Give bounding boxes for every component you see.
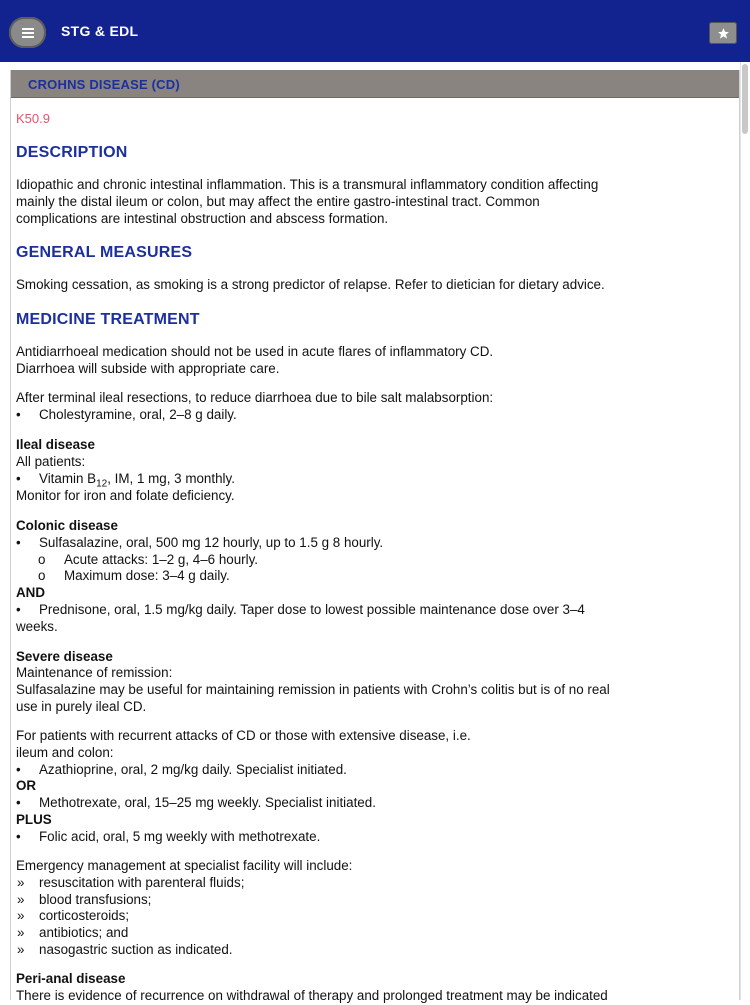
bullet: • bbox=[16, 829, 21, 844]
emergency-item: corticosteroids; bbox=[39, 908, 130, 923]
arrow-bullet: » bbox=[17, 892, 25, 907]
emergency-item: antibiotics; and bbox=[39, 925, 129, 940]
arrow-bullet: » bbox=[17, 908, 25, 923]
recurrent-line: ileum and colon: bbox=[16, 745, 114, 760]
arrow-bullet: » bbox=[17, 942, 25, 957]
app-bar bbox=[0, 0, 750, 62]
scrollbar-track[interactable] bbox=[740, 62, 750, 1000]
azathioprine-item: Azathioprine, oral, 2 mg/kg daily. Specialist initiated. bbox=[39, 762, 347, 777]
icd-code: K50.9 bbox=[16, 111, 50, 126]
sulfasalazine-item: Sulfasalazine, oral, 500 mg 12 hourly, up to 1.5 g 8 hourly. bbox=[39, 535, 384, 550]
prednisone-item: Prednisone, oral, 1.5 mg/kg daily. Taper dose to lowest possible maintenance dose over 3–4 bbox=[39, 602, 585, 617]
bullet: • bbox=[16, 795, 21, 810]
plus-label: PLUS bbox=[16, 812, 52, 827]
perianal-disease-title: Peri-anal disease bbox=[16, 971, 126, 986]
severe-line: Maintenance of remission: bbox=[16, 665, 173, 680]
bullet: • bbox=[16, 762, 21, 777]
card-title: CROHNS DISEASE (CD) bbox=[28, 77, 180, 92]
app-title: STG & EDL bbox=[61, 23, 139, 39]
star-icon bbox=[717, 27, 730, 40]
intro-line: Antidiarrhoeal medication should not be used in acute flares of inflammatory CD. bbox=[16, 344, 494, 359]
max-dose-item: Maximum dose: 3–4 g daily. bbox=[64, 568, 230, 583]
menu-button[interactable] bbox=[9, 17, 46, 48]
arrow-bullet: » bbox=[17, 875, 25, 890]
methotrexate-item: Methotrexate, oral, 15–25 mg weekly. Specialist initiated. bbox=[39, 795, 376, 810]
acute-attacks-item: Acute attacks: 1–2 g, 4–6 hourly. bbox=[64, 552, 259, 567]
bullet: • bbox=[16, 535, 21, 550]
severe-disease-title: Severe disease bbox=[16, 649, 113, 664]
general-measures-text: Smoking cessation, as smoking is a strong predictor of relapse. Refer to dietician for dietary advice. bbox=[16, 277, 605, 292]
folic-acid-item: Folic acid, oral, 5 mg weekly with methotrexate. bbox=[39, 829, 321, 844]
vitamin-b12-item: Vitamin $B_{12}$, IM, 1 mg, 3 monthly. bbox=[39, 471, 235, 490]
or-label: OR bbox=[16, 778, 37, 793]
emergency-item: resuscitation with parenteral fluids; bbox=[39, 875, 245, 890]
general-measures-heading: GENERAL MEASURES bbox=[16, 244, 193, 261]
emergency-item: blood transfusions; bbox=[39, 892, 152, 907]
scrollbar-thumb[interactable] bbox=[742, 64, 748, 134]
cholestyramine-item: Cholestyramine, oral, 2–8 g daily. bbox=[39, 407, 237, 422]
resection-text: After terminal ileal resections, to reduce diarrhoea due to bile salt malabsorption: bbox=[16, 390, 494, 405]
bullet: • bbox=[16, 602, 21, 617]
perianal-text: There is evidence of recurrence on withdrawal of therapy and prolonged treatment may be indicated bbox=[16, 988, 608, 1003]
description-heading: DESCRIPTION bbox=[16, 144, 128, 161]
ileal-all-patients: All patients: bbox=[16, 454, 86, 469]
prednisone-item-cont: weeks. bbox=[16, 619, 58, 634]
medicine-treatment-heading: MEDICINE TREATMENT bbox=[16, 311, 200, 328]
ileal-disease-title: Ileal disease bbox=[16, 437, 95, 452]
emergency-intro: Emergency management at specialist facility will include: bbox=[16, 858, 353, 873]
menu-icon bbox=[22, 28, 34, 38]
and-label: AND bbox=[16, 585, 46, 600]
severe-line: use in purely ileal CD. bbox=[16, 699, 147, 714]
colonic-disease-title: Colonic disease bbox=[16, 518, 118, 533]
arrow-bullet: » bbox=[17, 925, 25, 940]
description-line: complications are intestinal obstruction and abscess formation. bbox=[16, 211, 389, 226]
card-header bbox=[11, 70, 739, 98]
sub-bullet: o bbox=[38, 552, 46, 567]
bookmark-button[interactable] bbox=[709, 22, 737, 44]
bullet: • bbox=[16, 407, 21, 422]
description-line: mainly the distal ileum or colon, but may affect the entire gastro-intestinal tract. Common bbox=[16, 194, 540, 209]
emergency-item: nasogastric suction as indicated. bbox=[39, 942, 233, 957]
severe-line: Sulfasalazine may be useful for maintaining remission in patients with Crohn’s colitis but is of no real bbox=[16, 682, 610, 697]
bullet: • bbox=[16, 471, 21, 486]
description-line: Idiopathic and chronic intestinal inflammation. This is a transmural inflammatory condition affecting bbox=[16, 177, 599, 192]
recurrent-line: For patients with recurrent attacks of CD or those with extensive disease, i.e. bbox=[16, 728, 471, 743]
intro-line: Diarrhoea will subside with appropriate care. bbox=[16, 361, 280, 376]
monitor-text: Monitor for iron and folate deficiency. bbox=[16, 488, 235, 503]
sub-bullet: o bbox=[38, 568, 46, 583]
